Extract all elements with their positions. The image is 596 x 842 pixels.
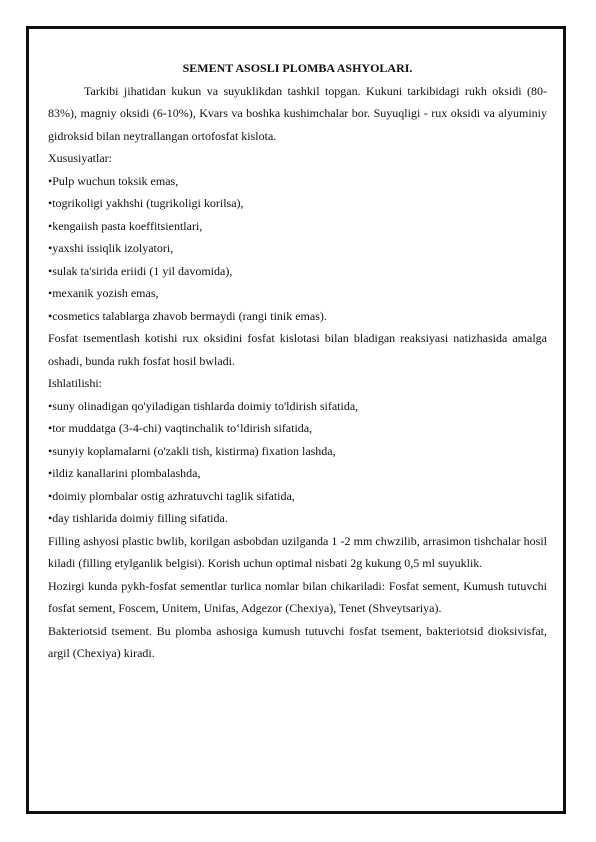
property-item: •togrikoligi yakhshi (tugrikoligi korilsa),	[48, 196, 244, 210]
usage-heading: Ishlatilishi:	[48, 376, 102, 390]
property-item: •mexanik yozish emas,	[48, 286, 159, 300]
document-title: SEMENT ASOSLI PLOMBA ASHYOLARI.	[182, 61, 413, 75]
property-item: •kengaiish pasta koeffitsientlari,	[48, 218, 203, 233]
brands-paragraph: Hozirgi kunda pykh-fosfat sementlar turlica nomlar bilan chikariladi: Fosfat sement, Kumush tutuvchi fosfat sement, Foscem, Unitem, Unifas, Adgezor (Chexiya), Tenet (Shveytsariya).	[48, 578, 547, 615]
usage-item: •sunyiy koplamalarni (o'zakli tish, kistirma) fixation lashda,	[48, 443, 336, 458]
usage-item: •day tishlarida doimiy filling sifatida.	[48, 511, 228, 525]
property-item: •cosmetics talablarga zhavob bermaydi (rangi tinik emas).	[48, 308, 327, 323]
property-item: •sulak ta'sirida eriidi (1 yil davomida),	[48, 263, 233, 278]
usage-item: •tor muddatga (3-4-chi) vaqtinchalik to‘ldirish sifatida,	[48, 421, 313, 435]
property-item: •yaxshi issiqlik izolyatori,	[48, 241, 174, 255]
property-item: •Pulp wuchun toksik emas,	[48, 173, 179, 188]
reaction-paragraph: Fosfat tsementlash kotishi rux oksidini fosfat kislotasi bilan bladigan reaksiyasi natizhasida amalga oshadi, bunda rukh fosfat hosil bwladi.	[48, 331, 547, 368]
bacteriocidal-paragraph: Bakteriotsid tsement. Bu plomba ashosiga kumush tutuvchi fosfat tsement, bakteriotsid dioksivisfat, argil (Chexiya) kiradi.	[48, 623, 547, 660]
document-body	[48, 57, 547, 665]
usage-item: •suny olinadigan qo'yiladigan tishlarda doimiy to'ldirish sifatida,	[48, 398, 359, 413]
usage-item: •ildiz kanallarini plombalashda,	[48, 466, 201, 480]
filling-paragraph: Filling ashyosi plastic bwlib, korilgan asbobdan uzilganda 1 -2 mm chwzilib, arrasimon tishchalar hosil kiladi (filling etylganlik belgisi). Korish uchun optimal nisbati 2g kukung 0,5 ml suyuklik.	[48, 533, 547, 570]
usage-item: •doimiy plombalar ostig azhratuvchi taglik sifatida,	[48, 488, 295, 503]
intro-paragraph: Tarkibi jihatidan kukun va suyuklikdan tashkil topgan. Kukuni tarkibidagi rukh oksidi (80-83%), magniy oksidi (6-10%), Kvars va boshka kushimchalar bor. Suyuqligi - rux oksidi va alyuminiy gidroksid bilan neytrallangan ortofosfat kislota.	[48, 83, 547, 143]
properties-heading: Xususiyatlar:	[48, 151, 112, 165]
